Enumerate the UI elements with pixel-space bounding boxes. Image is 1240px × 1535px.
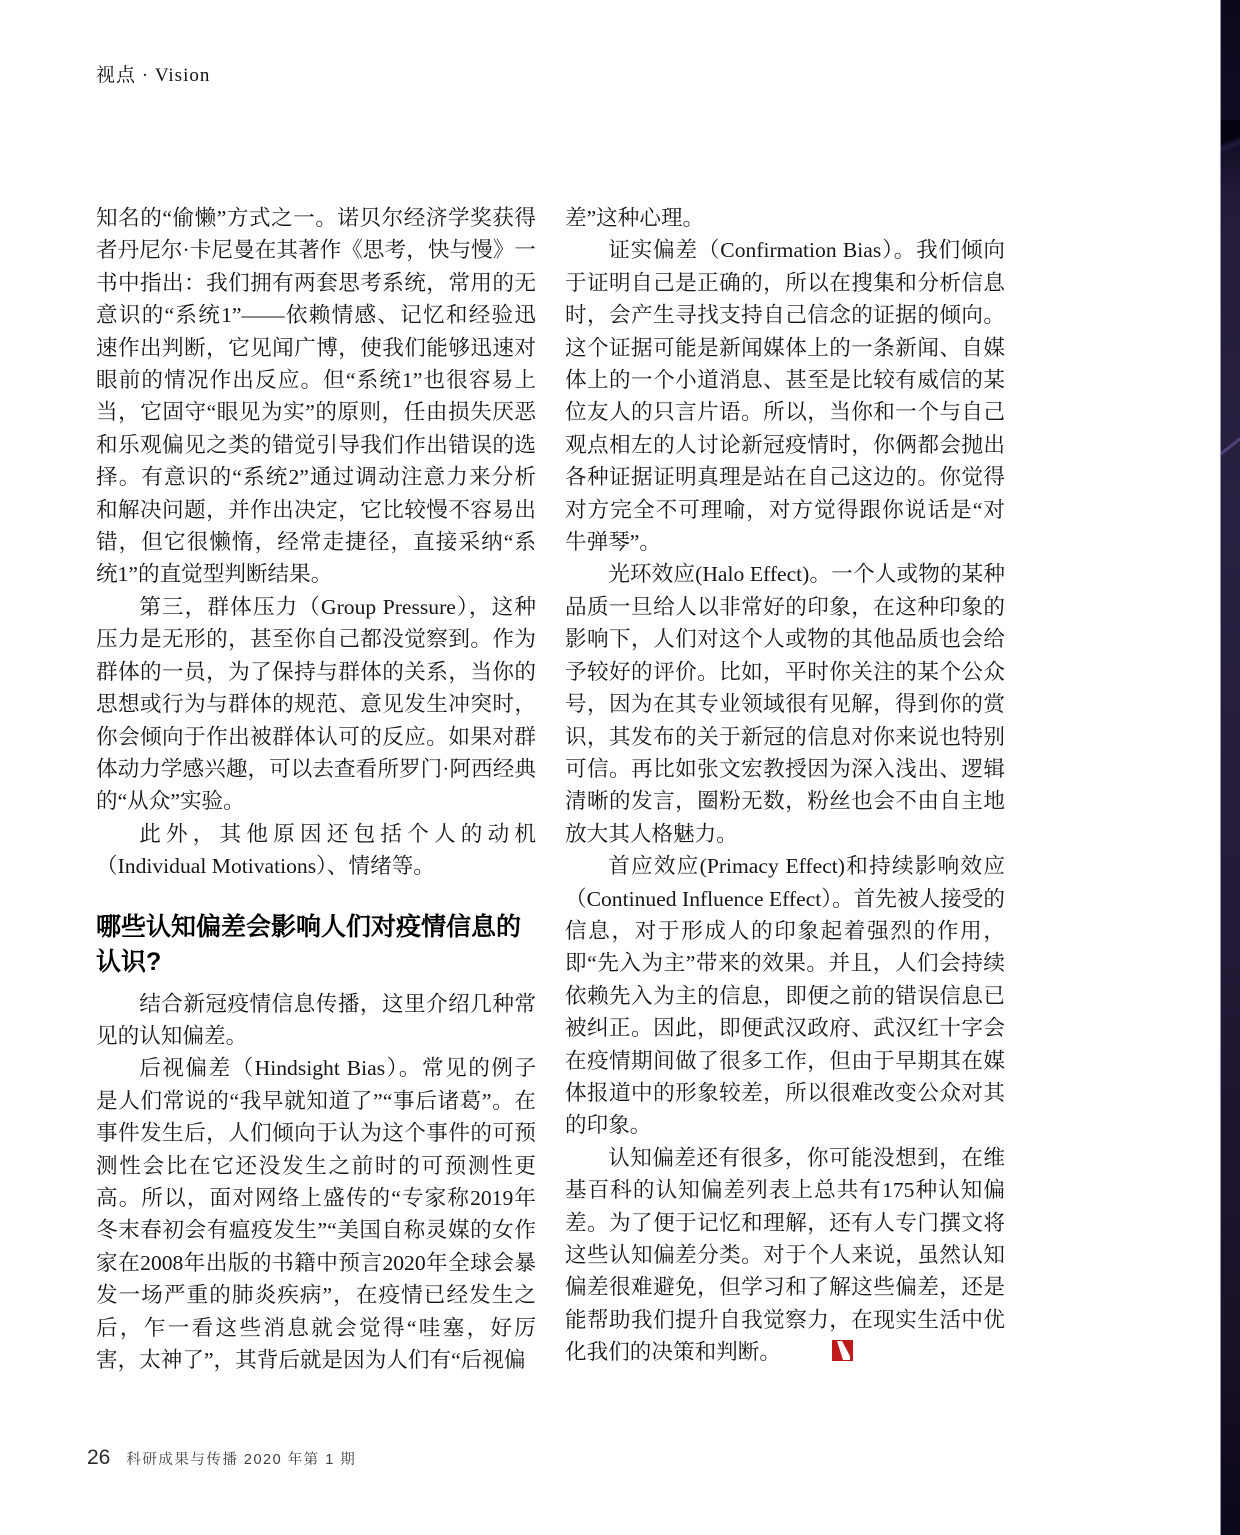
journal-issue-label: 科研成果与传播 2020 年第 1 期 [126,1452,357,1468]
paragraph-group-pressure: 第三，群体压力（Group Pressure），这种压力是无形的，甚至你自己都没觉察到。作为群体的一员，为了保持与群体的关系，当你的思想或行为与群体的规范、意见发生冲突时，你会倾向于作出被群体认可的反应。如果对群体动力学感兴趣，可以去查看所罗门·阿西经典的“从众”实验。 [96,594,536,814]
article-end-mark-icon [789,1338,810,1359]
right-column [565,202,1005,1369]
section-heading-cognitive-biases: 哪些认知偏差会影响人们对疫情信息的认识? [96,912,522,976]
paragraph-other-motivations: 此外，其他原因还包括个人的动机（Individual Motivations）、情绪等。 [96,821,536,879]
paragraph-hindsight-bias: 后视偏差（Hindsight Bias）。常见的例子是人们常说的“我早就知道了”“事后诸葛”。在事件发生后，人们倾向于认为这个事件的可预测性会比在它还没发生之前时的可预测性更高。所以，面对网络上盛传的“专家称2019年冬末春初会有瘟疫发生”“美国自称灵媒的女作家在2008年出版的书籍中预言2020年全球会暴发一场严重的肺炎疾病”，在疫情已经发生之后，乍一看这些消息就会觉得“哇塞，好厉害，太神了”，其背后就是因为人们有“后视偏 [96,1056,536,1372]
paragraph-conclusion-text: 认知偏差还有很多，你可能没想到，在维基百科的认知偏差列表上总共有175种认知偏差。为了便于记忆和理解，还有人专门撰文将这些认知偏差分类。对于个人来说，虽然认知偏差很难避免，但学习和了解这些偏差，还是能帮助我们提升自我觉察力，在现实生活中优化我们的决策和判断。 [565,1145,1005,1365]
paragraph-continuation: 知名的“偷懒”方式之一。诺贝尔经济学奖获得者丹尼尔·卡尼曼在其著作《思考，快与慢》一书中指出：我们拥有两套思考系统，常用的无意识的“系统1”——依赖情感、记忆和经验迅速作出判断，它见闻广博，使我们能够迅速对眼前的情况作出反应。但“系统1”也很容易上当，它固守“眼见为实”的原则，任由损失厌恶和乐观偏见之类的错觉引导我们作出错误的选择。有意识的“系统2”通过调动注意力来分析和解决问题，并作出决定，它比较慢不容易出错，但它很懒惰，经常走捷径，直接采纳“系统1”的直觉型判断结果。 [96,206,536,587]
paragraph-primacy-effect: 首应效应(Primacy Effect)和持续影响效应（Continued Influence Effect）。首先被人接受的信息，对于形成人的印象起着强烈的作用，即“先入为主”带来的效果。并且，人们会持续依赖先入为主的信息，即便之前的错误信息已被纠正。因此，即便武汉政府、武汉红十字会在疫情期间做了很多工作，但由于早期其在媒体报道中的形象较差，所以很难改变公众对其的印象。 [565,854,1005,1138]
page-number: 26 [87,1446,111,1469]
section-kicker: 视点 · Vision [96,65,211,86]
paragraph-intro-biases: 结合新冠疫情信息传播，这里介绍几种常见的认知偏差。 [96,991,536,1048]
page-footer [87,1446,356,1470]
left-column [96,202,536,1376]
paragraph-continuation: 差”这种心理。 [565,206,705,230]
scanned-page-edge [1220,0,1240,1535]
paragraph-conclusion [565,1142,1005,1369]
paragraph-confirmation-bias: 证实偏差（Confirmation Bias）。我们倾向于证明自己是正确的，所以在搜集和分析信息时，会产生寻找支持自己信念的证据的倾向。这个证据可能是新闻媒体上的一条新闻、自媒体上的一个小道消息、甚至是比较有威信的某位友人的只言片语。所以，当你和一个与自己观点相左的人讨论新冠疫情时，你俩都会抛出各种证据证明真理是站在自己这边的。你觉得对方完全不可理喻，对方觉得跟你说话是“对牛弹琴”。 [565,238,1005,555]
paragraph-halo-effect: 光环效应(Halo Effect)。一个人或物的某种品质一旦给人以非常好的印象，在这种印象的影响下，人们对这个人或物的其他品质也会给予较好的评价。比如，平时你关注的某个公众号，因为在其专业领域很有见解，得到你的赏识，其发布的关于新冠的信息对你来说也特别可信。再比如张文宏教授因为深入浅出、逻辑清晰的发言，圈粉无数，粉丝也会不由自主地放大其人格魅力。 [565,562,1005,846]
